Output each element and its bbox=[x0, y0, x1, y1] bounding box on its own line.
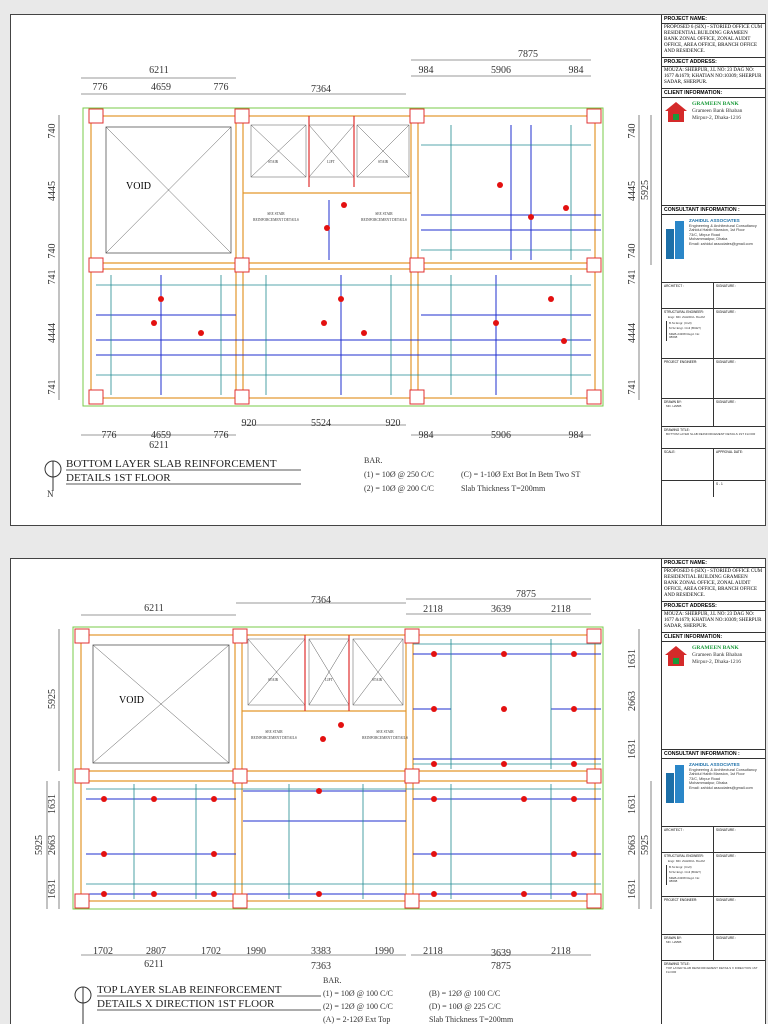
dim-top-right-part: 3639 bbox=[491, 604, 511, 615]
title-block bbox=[661, 15, 765, 525]
dim-top-mid-total: 7364 bbox=[311, 595, 331, 606]
consultant-name: ZAHIDUL ASSOCIATES bbox=[689, 218, 740, 223]
dim-bottom-left-part: 4659 bbox=[151, 430, 171, 441]
legend-row: (2) = 12Ø @ 100 C/C bbox=[323, 1002, 393, 1011]
legend-row: Slab Thickness T=200mm bbox=[461, 484, 546, 493]
architect-row bbox=[662, 827, 765, 853]
dim-top-right-part: 5906 bbox=[491, 65, 511, 76]
dim-bottom-left-total: 6211 bbox=[144, 959, 164, 970]
drawn-row bbox=[662, 935, 765, 961]
legend-row: (1) = 10Ø @ 250 C/C bbox=[364, 470, 434, 479]
architect-label: ARCHITECT : bbox=[664, 828, 684, 832]
dim-top-right-part: 2118 bbox=[551, 604, 571, 615]
dim-left: 2663 bbox=[47, 835, 58, 855]
engineer-line: MIEB-24368 Regd. No: 08698 bbox=[666, 332, 709, 341]
dim-top-right-part: 984 bbox=[418, 65, 434, 76]
signature-label: SIGNATURE : bbox=[713, 309, 765, 358]
dim-right: 741 bbox=[627, 269, 638, 285]
dim-bottom-right-part: 2118 bbox=[423, 946, 443, 957]
legend-row: (A) = 2-12Ø Ext Top bbox=[323, 1015, 391, 1024]
dim-right: 1631 bbox=[627, 794, 638, 814]
bottom-layer-plan bbox=[11, 15, 661, 527]
dim-bottom-left-part: 2807 bbox=[146, 946, 166, 957]
legend-row: (C) = 1-10Ø Ext Bot In Betn Two ST bbox=[461, 470, 581, 479]
reinf-details-label: REINFORCEMENT DETAILS bbox=[362, 736, 408, 740]
signature-label: SIGNATURE : bbox=[713, 853, 765, 896]
engineer-line: Engr. MD. ZAHIDUL ISLAM bbox=[668, 315, 705, 319]
project-engineer-row bbox=[662, 897, 765, 935]
engineer-line: B.Sc Engr. (Civil) bbox=[666, 321, 709, 327]
drawn-row bbox=[662, 399, 765, 427]
architect-row bbox=[662, 283, 765, 309]
dim-bottom-mid-part: 1990 bbox=[246, 946, 266, 957]
scale-label: SCALE: bbox=[664, 450, 676, 454]
dim-bottom-left-part: 776 bbox=[213, 430, 229, 441]
dim-top-right-total: 7875 bbox=[518, 49, 538, 60]
dim-right: 2663 bbox=[627, 835, 638, 855]
sheet-row bbox=[662, 481, 765, 497]
dim-left: 741 bbox=[47, 379, 58, 395]
dim-bottom-mid-part: 920 bbox=[385, 418, 401, 429]
drawing-title-row bbox=[662, 961, 765, 983]
consultant-line: 73/C, Mirpur Road bbox=[689, 232, 721, 237]
dim-bottom-right-part: 3639 bbox=[491, 948, 511, 959]
dim-top-left-total: 6211 bbox=[149, 65, 169, 76]
signature-label: SIGNATURE : bbox=[713, 897, 765, 934]
consultant-line: Email: zahidul associates@gmail.com bbox=[689, 785, 753, 790]
drawing-title-label: DRAWING TITLE: bbox=[664, 962, 690, 966]
grameen-logo-icon bbox=[664, 101, 688, 123]
project-address: MOUZA: SHERPUR, J.L NO: 23 DAG NO: 1677 &1679; KHATIAN NO:10309; SHERPUR SADAR, SHERPUR. bbox=[662, 611, 765, 633]
dim-bottom-right-part: 2118 bbox=[551, 946, 571, 957]
dim-right-total: 5925 bbox=[640, 180, 651, 200]
dim-top-left-total: 6211 bbox=[144, 603, 164, 614]
see-stair-label: SEE STAIR bbox=[265, 730, 283, 734]
client-bank-name: GRAMEEN BANK bbox=[692, 101, 739, 107]
project-engineer-row bbox=[662, 359, 765, 399]
project-engineer-label: PROJECT ENGINEER: bbox=[664, 898, 698, 902]
client-bank-name: GRAMEEN BANK bbox=[692, 645, 739, 651]
dim-bottom-right-total: 7875 bbox=[491, 961, 511, 972]
consultant-line: Zahidul Habib Mansion, 1st Floor bbox=[689, 772, 745, 777]
signature-label: SIGNATURE : bbox=[713, 399, 765, 426]
dim-right: 1631 bbox=[627, 879, 638, 899]
legend-row: (B) = 12Ø @ 100 C/C bbox=[429, 989, 501, 998]
engineer-line: B.Sc Engr. (Civil) bbox=[666, 865, 709, 871]
lift-label: LIFT bbox=[327, 160, 335, 164]
dim-bottom-left-total: 6211 bbox=[149, 440, 169, 451]
dim-top-right-total: 7875 bbox=[516, 589, 536, 600]
drawn-by-label: DRAWN BY: bbox=[664, 936, 682, 940]
signature-label: SIGNATURE : bbox=[713, 283, 765, 308]
legend-row: Slab Thickness T=200mm bbox=[429, 1015, 514, 1024]
dim-bottom-mid-part: 920 bbox=[241, 418, 257, 429]
dim-bottom-left-part: 1702 bbox=[93, 946, 113, 957]
signature-label: SIGNATURE : bbox=[713, 935, 765, 960]
dim-right: 740 bbox=[627, 243, 638, 259]
consultant-line: 73/C, Mirpur Road bbox=[689, 776, 721, 781]
drawing-title-row bbox=[662, 427, 765, 449]
dim-right: 740 bbox=[627, 123, 638, 139]
legend-heading: BAR. bbox=[323, 976, 342, 985]
legend-row: (2) = 10Ø @ 200 C/C bbox=[364, 484, 434, 493]
dim-top-left-part: 776 bbox=[213, 82, 229, 93]
client-info bbox=[662, 98, 765, 206]
legend-row: (1) = 10Ø @ 100 C/C bbox=[323, 989, 393, 998]
stair-label: STAIR bbox=[267, 160, 279, 164]
dim-right: 1631 bbox=[627, 649, 638, 669]
dim-left: 740 bbox=[47, 123, 58, 139]
engineer-line: M.Sc Engr. Civil (BUET) bbox=[666, 870, 709, 876]
dim-bottom-mid-part: 1990 bbox=[374, 946, 394, 957]
engineer-line: Engr. MD. ZAHIDUL ISLAM bbox=[668, 859, 705, 863]
dim-top-left-part: 4659 bbox=[151, 82, 171, 93]
consultant-building-icon bbox=[664, 763, 686, 803]
client-address-line: Grameen Bank Bhaban bbox=[692, 108, 743, 114]
dim-bottom-mid-part: 5524 bbox=[311, 418, 331, 429]
structural-label: STRUCTURAL ENGINEER: bbox=[664, 310, 704, 314]
drawn-by-name: MD. HABIB bbox=[666, 404, 682, 408]
structural-row bbox=[662, 309, 765, 359]
dim-left: 5925 bbox=[47, 689, 58, 709]
approval-label: APPROVAL DATE: bbox=[713, 449, 765, 480]
drawing-title-value: BOTTOM LAYER SLAB REINFORCEMENT DETAILS 1ST FLOOR bbox=[666, 432, 756, 436]
drawing-title-line2: DETAILS 1ST FLOOR bbox=[66, 472, 171, 484]
dim-right: 4444 bbox=[627, 323, 638, 343]
drawing-title-line2: DETAILS X DIRECTION 1ST FLOOR bbox=[97, 998, 275, 1010]
see-stair-label: SEE STAIR bbox=[376, 730, 394, 734]
consultant-building-icon bbox=[664, 219, 686, 259]
reinf-details-label: REINFORCEMENT DETAILS bbox=[253, 218, 299, 222]
project-address: MOUZA: SHERPUR, J.L NO: 23 DAG NO: 1677 &1679; KHATIAN NO:10309; SHERPUR SADAR, SHERPUR. bbox=[662, 67, 765, 89]
title-block bbox=[661, 559, 765, 1024]
dim-bottom-right-part: 984 bbox=[418, 430, 434, 441]
dim-top-mid-total: 7364 bbox=[311, 84, 331, 95]
dim-bottom-left-part: 776 bbox=[101, 430, 117, 441]
project-name-heading: PROJECT NAME: bbox=[662, 15, 765, 24]
dim-left: 4445 bbox=[47, 181, 58, 201]
consultant-name: ZAHIDUL ASSOCIATES bbox=[689, 762, 740, 767]
stair-label: STAIR bbox=[267, 678, 279, 682]
dim-top-right-part: 2118 bbox=[423, 604, 443, 615]
dim-right-total: 5925 bbox=[640, 835, 651, 855]
consultant-line: Engineering & Architectural Consultancy bbox=[689, 223, 757, 228]
legend-row: (D) = 10Ø @ 225 C/C bbox=[429, 1002, 501, 1011]
structural-row bbox=[662, 853, 765, 897]
dim-left: 1631 bbox=[47, 879, 58, 899]
dim-right: 1631 bbox=[627, 739, 638, 759]
consultant-heading: CONSULTANT INFORMATION : bbox=[662, 206, 765, 215]
consultant-line: Mohammadpur, Dhaka bbox=[689, 237, 728, 242]
signature-label: SIGNATURE : bbox=[713, 827, 765, 852]
drawing-title-line1: TOP LAYER SLAB REINFORCEMENT bbox=[97, 984, 282, 996]
sheet-number: S - 1 bbox=[713, 481, 765, 497]
dim-left: 741 bbox=[47, 269, 58, 285]
lift-label: LIFT bbox=[325, 678, 333, 682]
architect-label: ARCHITECT : bbox=[664, 284, 684, 288]
drawn-by-label: DRAWN BY: bbox=[664, 400, 682, 404]
engineer-line: M.Sc Engr. Civil (BUET) bbox=[666, 326, 709, 332]
client-heading: CLIENT INFORMATION: bbox=[662, 89, 765, 98]
dim-bottom-right-part: 5906 bbox=[491, 430, 511, 441]
dim-left-total: 5925 bbox=[34, 835, 45, 855]
void-label: VOID bbox=[126, 181, 151, 192]
dim-right: 2663 bbox=[627, 691, 638, 711]
grameen-logo-icon bbox=[664, 645, 688, 667]
project-address-heading: PROJECT ADDRESS: bbox=[662, 58, 765, 67]
project-name: PROPOSED 6 (SIX) - STORIED OFFICE CUM RESIDENTIAL BUILDING GRAMEEN BANK ZONAL OFFICE, ZONAL AUDIT OFFICE, AREA OFFICE, BRANCH OFFICE AND RESIDENCE. bbox=[662, 24, 765, 58]
reinf-details-label: REINFORCEMENT DETAILS bbox=[361, 218, 407, 222]
dim-right: 741 bbox=[627, 379, 638, 395]
drawn-by-name: MD. HABIB bbox=[666, 940, 682, 944]
client-address-line: Mirpur-2, Dhaka-1216 bbox=[692, 115, 741, 121]
north-arrow-label: N bbox=[47, 489, 54, 499]
see-stair-label: SEE STAIR bbox=[375, 212, 393, 216]
project-name: PROPOSED 6 (SIX) - STORIED OFFICE CUM RESIDENTIAL BUILDING GRAMEEN BANK ZONAL OFFICE, ZONAL AUDIT OFFICE, AREA OFFICE, BRANCH OFFICE AND RESIDENCE. bbox=[662, 568, 765, 602]
consultant-line: Engineering & Architectural Consultancy bbox=[689, 767, 757, 772]
dim-left: 740 bbox=[47, 243, 58, 259]
consultant-line: Zahidul Habib Mansion, 1st Floor bbox=[689, 228, 745, 233]
dim-right: 4445 bbox=[627, 181, 638, 201]
reinf-details-label: REINFORCEMENT DETAILS bbox=[251, 736, 297, 740]
client-address-line: Mirpur-2, Dhaka-1216 bbox=[692, 659, 741, 665]
dim-bottom-left-part: 1702 bbox=[201, 946, 221, 957]
scale-row bbox=[662, 449, 765, 481]
client-heading: CLIENT INFORMATION: bbox=[662, 633, 765, 642]
see-stair-label: SEE STAIR bbox=[267, 212, 285, 216]
void-label: VOID bbox=[119, 695, 144, 706]
consultant-heading: CONSULTANT INFORMATION : bbox=[662, 750, 765, 759]
consultant-info bbox=[662, 215, 765, 283]
drawing-sheet-top-layer bbox=[10, 558, 766, 1024]
consultant-line: Email: zahidul associates@gmail.com bbox=[689, 241, 753, 246]
dim-left: 4444 bbox=[47, 323, 58, 343]
project-engineer-label: PROJECT ENGINEER: bbox=[664, 360, 698, 364]
drawing-sheet-bottom-layer bbox=[10, 14, 766, 526]
client-info bbox=[662, 642, 765, 750]
consultant-info bbox=[662, 759, 765, 827]
dim-left: 1631 bbox=[47, 794, 58, 814]
top-layer-plan bbox=[11, 559, 661, 1024]
stair-label: STAIR bbox=[371, 678, 383, 682]
signature-label: SIGNATURE : bbox=[713, 359, 765, 398]
dim-bottom-mid-total: 7363 bbox=[311, 961, 331, 972]
dim-bottom-mid-part: 3383 bbox=[311, 946, 331, 957]
dim-bottom-right-part: 984 bbox=[568, 430, 584, 441]
drawing-title-label: DRAWING TITLE: bbox=[664, 428, 690, 432]
project-name-heading: PROJECT NAME: bbox=[662, 559, 765, 568]
legend-heading: BAR. bbox=[364, 456, 383, 465]
stair-label: STAIR bbox=[377, 160, 389, 164]
consultant-line: Mohammadpur, Dhaka bbox=[689, 781, 728, 786]
structural-label: STRUCTURAL ENGINEER: bbox=[664, 854, 704, 858]
client-address-line: Grameen Bank Bhaban bbox=[692, 652, 743, 658]
drawing-title-line1: BOTTOM LAYER SLAB REINFORCEMENT bbox=[66, 458, 277, 470]
engineer-line: MIEB-24368 Regd. No: 08698 bbox=[666, 876, 709, 885]
dim-top-right-part: 984 bbox=[568, 65, 584, 76]
project-address-heading: PROJECT ADDRESS: bbox=[662, 602, 765, 611]
drawing-title-value: TOP LAYER SLAB REINFORCEMENT DETAILS X DIRECTION 1ST FLOOR bbox=[666, 966, 758, 974]
dim-top-left-part: 776 bbox=[92, 82, 108, 93]
